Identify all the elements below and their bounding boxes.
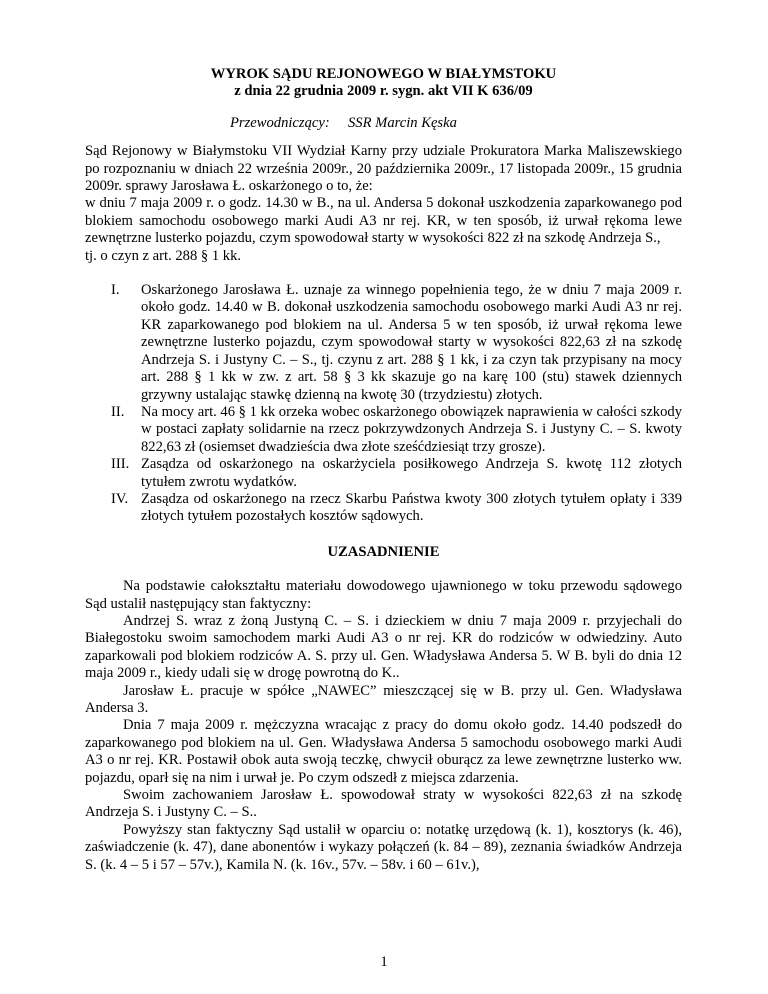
document-body [85,66,682,874]
verdict-number: II. [111,403,125,420]
intro-paragraph: Sąd Rejonowy w Białymstoku VII Wydział Karny przy udziale Prokuratora Marka Maliszewskiego po rozpoznaniu w dniach 22 września 2009r., 20 października 2009r., 17 listopada 2009r., 15 grudnia 2009r. sprawy Jarosława Ł. oskarżonego o to, że: [85,143,682,195]
justification-paragraph: Swoim zachowaniem Jarosław Ł. spowodował straty w wysokości 822,63 zł na szkodę Andrzeja S. i Justyny C. – S.. [85,787,682,821]
justification-heading: UZASADNIENIE [327,543,440,560]
verdict-text: Na mocy art. 46 § 1 kk orzeka wobec oskarżonego obowiązek naprawienia w całości szkody w postaci zapłaty solidarnie na rzecz pokrzywdzonych Andrzeja S. i Justyny C. – S. kwoty 822,63 zł (osiemset dwadzieścia dwa złote sześćdziesiąt trzy grosze). [141,403,682,455]
verdict-number: I. [111,282,120,299]
justification-paragraph: Jarosław Ł. pracuje w spółce „NAWEC” mieszczącej się w B. przy ul. Gen. Władysława Andersa 3. [85,682,682,716]
verdict-item [85,282,682,404]
intro-block [85,143,682,265]
justification-paragraph: Na podstawie całokształtu materiału dowodowego ujawnionego w toku przewodu sądowego Sąd ustalił następujący stan faktyczny: [85,578,682,612]
justification-paragraph: Powyższy stan faktyczny Sąd ustalił w oparciu o: notatkę urzędową (k. 1), kosztorys (k. 46), zaświadczenie (k. 47), dane abonentów i wykazy połączeń (k. 84 – 89), zeznania świadków Andrzeja S. (k. 4 – 5 i 57 – 57v.), Kamila N. (k. 16v., 57v. – 58v. i 60 – 61v.), [85,821,682,873]
presiding-judge [85,115,682,132]
verdict-number: III. [111,456,130,473]
presiding-name: SSR Marcin Kęska [348,114,457,131]
verdict-number: IV. [111,490,129,507]
verdict-list [85,282,682,526]
presiding-label: Przewodniczący: [230,114,330,131]
justification-paragraph: Andrzej S. wraz z żoną Justyną C. – S. i dzieckiem w dniu 7 maja 2009 r. przyjechali do Białegostoku swoim samochodem marki Audi A3 o nr rej. KR do rodziców w odwiedziny. Auto zaparkowali pod blokiem rodziców A. S. przy ul. Gen. Władysława Andersa 5. W B. byli do dnia 12 maja 2009 r., kiedy udali się w drogę powrotną do K.. [85,612,682,682]
intro-paragraph: tj. o czyn z art. 288 § 1 kk. [85,247,242,264]
justification-body [85,578,682,874]
page-title: WYROK SĄDU REJONOWEGO W BIAŁYMSTOKU [210,66,557,82]
verdict-text: Zasądza od oskarżonego na oskarżyciela posiłkowego Andrzeja S. kwotę 112 złotych tytułem zwrotu wydatków. [141,456,682,490]
verdict-text: Zasądza od oskarżonego na rzecz Skarbu Państwa kwoty 300 złotych tytułem opłaty i 339 złotych tytułem pozostałych kosztów sądowych. [141,490,682,525]
verdict-text: Oskarżonego Jarosława Ł. uznaje za winnego popełnienia tego, że w dniu 7 maja 2009 r. około godz. 14.40 w B. dokonał uszkodzenia samochodu osobowego marki Audi A3 nr rej. KR zaparkowanego pod blokiem na ul. Andersa 5 w ten sposób, iż urwał rękoma lewe zewnętrzne lusterko pojazdu, czym spowodował starty w wysokości 822,63 zł na szkodę Andrzeja S. i Justyny C. – S., tj. czynu z art. 288 § 1 kk, i za czyn tak przypisany na mocy art. 288 § 1 kk w zw. z art. 58 § 3 kk skazuje go na karę 100 (stu) stawek dziennych grzywny ustalając stawkę dzienną na kwotę 30 (trzydziestu) złotych. [141,282,682,403]
verdict-item [85,491,682,526]
page-number: 1 [380,954,388,970]
page-subtitle: z dnia 22 grudnia 2009 r. sygn. akt VII K 636/09 [234,83,533,100]
intro-paragraph: w dniu 7 maja 2009 r. o godz. 14.30 w B., na ul. Andersa 5 dokonał uszkodzenia zaparkowanego pod blokiem samochodu osobowego marki Audi A3 nr rej. KR, w ten sposób, iż urwał rękoma lewe zewnętrzne lusterko pojazdu, czym spowodował starty w wysokości 822 zł na szkodę Andrzeja S., [85,195,682,247]
verdict-item [85,456,682,491]
justification-paragraph: Dnia 7 maja 2009 r. mężczyzna wracając z pracy do domu około godz. 14.40 podszedł do zaparkowanego pod blokiem na ul. Gen. Władysława Andersa 5 samochodu osobowego marki Audi A3 o nr rej. KR. Postawił obok auta swoją teczkę, chwycił oburącz za lewe zewnętrzne lusterko ww. pojazdu, oparł się na nim i urwał je. Po czym odszedł z miejsca zdarzenia. [85,717,682,786]
verdict-item [85,404,682,456]
